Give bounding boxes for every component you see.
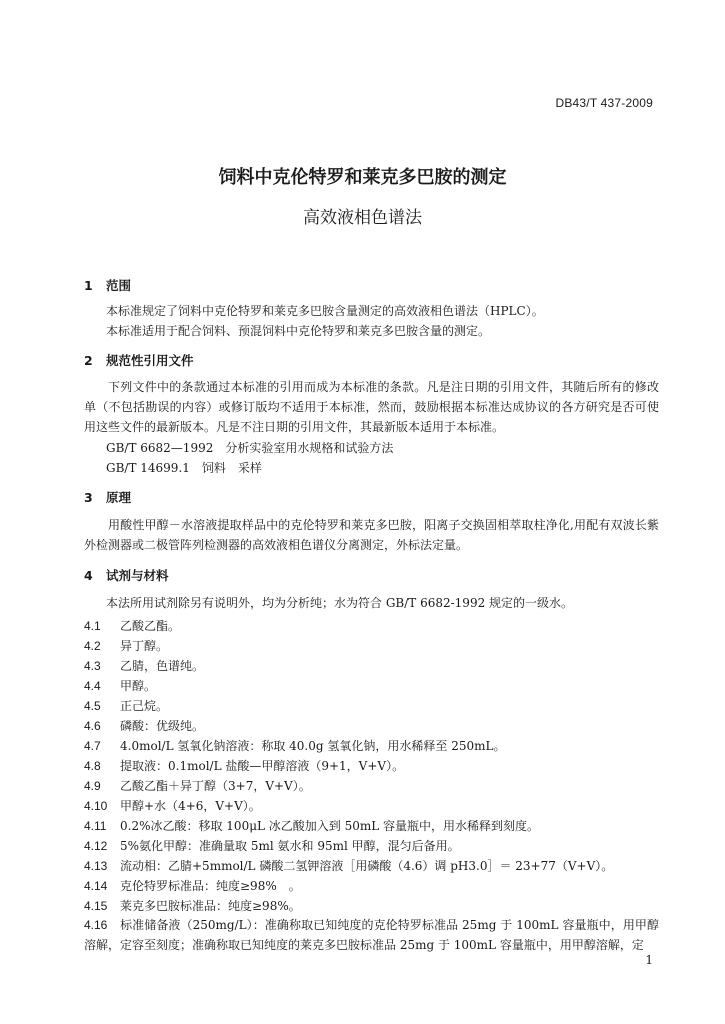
section-title: 试剂与材料 xyxy=(106,568,169,583)
section-title: 原理 xyxy=(106,490,132,505)
list-item xyxy=(84,837,460,854)
item-text: 5%氨化甲醇：准确量取 5ml 氨水和 95ml 甲醇，混匀后备用。 xyxy=(120,839,460,853)
item-number: 4.11 xyxy=(84,819,107,833)
list-item xyxy=(84,677,156,694)
item-text: 4.0mol/L 氢氧化钠溶液：称取 40.0g 氢氧化钠，用水稀释至 250mL。 xyxy=(120,739,506,753)
item-number: 4.9 xyxy=(84,779,101,793)
item-number: 4.10 xyxy=(84,799,108,813)
item-number: 4.8 xyxy=(84,759,101,773)
item-number: 4.7 xyxy=(84,739,101,753)
section-1-paragraph-2: 本标准适用于配合饲料、预混饲料中克伦特罗和莱克多巴胺含量的测定。 xyxy=(106,324,491,338)
list-item xyxy=(84,717,204,734)
item-text: 乙腈，色谱纯。 xyxy=(120,659,205,673)
section-1-heading xyxy=(84,276,131,294)
item-text: 克伦特罗标准品：纯度≥98% 。 xyxy=(120,879,301,893)
item-text: 莱克多巴胺标准品：纯度≥98%。 xyxy=(120,899,301,913)
item-text: 磷酸：优级纯。 xyxy=(120,719,205,733)
section-3-paragraph: 用酸性甲醇－水溶液提取样品中的克伦特罗和莱克多巴胺，阳离子交换固相萃取柱净化,用配有双波长紫外检测器或二极管阵列检测器的高效液相色谱仪分离测定，外标法定量。 xyxy=(84,518,659,552)
list-item xyxy=(84,897,301,914)
item-number: 4.4 xyxy=(84,679,101,693)
list-item xyxy=(84,697,168,714)
standard-code: DB43/T 437-2009 xyxy=(555,96,653,110)
item-text: 甲醇。 xyxy=(120,679,157,693)
item-number: 4.16 xyxy=(84,918,108,932)
section-2-heading xyxy=(84,351,194,369)
section-number: 3 xyxy=(84,490,93,505)
list-item xyxy=(84,617,180,634)
item-number: 4.13 xyxy=(84,859,108,873)
list-item xyxy=(84,857,613,874)
section-title: 规范性引用文件 xyxy=(106,353,194,368)
item-text: 提取液：0.1mol/L 盐酸—甲醇溶液（9+1，V+V）。 xyxy=(120,759,405,773)
list-item xyxy=(84,737,505,754)
section-number: 4 xyxy=(84,568,93,583)
item-number: 4.5 xyxy=(84,699,101,713)
item-number: 4.14 xyxy=(84,879,108,893)
item-number: 4.6 xyxy=(84,719,101,733)
list-item xyxy=(84,757,404,774)
item-text: 乙酸乙酯。 xyxy=(120,619,181,633)
list-item xyxy=(84,915,659,955)
list-item xyxy=(84,777,311,794)
list-item xyxy=(84,797,261,814)
document-title: 饲料中克伦特罗和莱克多巴胺的测定 xyxy=(218,167,507,188)
item-number: 4.12 xyxy=(84,839,108,853)
reference-1: GB/T 6682—1992 分析实验室用水规格和试验方法 xyxy=(106,441,394,455)
item-text: 乙酸乙酯＋异丁醇（3+7，V+V）。 xyxy=(120,779,311,793)
document-subtitle: 高效液相色谱法 xyxy=(303,208,422,228)
reference-2: GB/T 14699.1 饲料 采样 xyxy=(106,461,262,475)
section-1-paragraph-1: 本标准规定了饲料中克伦特罗和莱克多巴胺含量测定的高效液相色谱法（HPLC）。 xyxy=(106,304,544,318)
list-item xyxy=(84,657,204,674)
section-number: 1 xyxy=(84,278,93,293)
list-item xyxy=(84,637,168,654)
item-number: 4.1 xyxy=(84,619,101,633)
section-3-heading xyxy=(84,488,131,506)
section-number: 2 xyxy=(84,353,93,368)
item-text: 甲醇+水（4+6，V+V）。 xyxy=(120,799,261,813)
list-item xyxy=(84,877,301,894)
section-4-heading xyxy=(84,566,169,584)
item-number: 4.3 xyxy=(84,659,101,673)
item-text: 正己烷。 xyxy=(120,699,169,713)
section-title: 范围 xyxy=(106,278,132,293)
item-number: 4.15 xyxy=(84,899,108,913)
list-item xyxy=(84,817,539,834)
item-text: 标准储备液（250mg/L）：准确称取已知纯度的克伦特罗标准品 25mg 于 100mL 容量瓶中，用甲醇溶解，定容至刻度；准确称取已知纯度的莱克多巴胺标准品 25mg 于 100mL 容量瓶中，用甲醇溶解，定 xyxy=(84,918,659,952)
section-2-paragraph: 下列文件中的条款通过本标准的引用而成为本标准的条款。凡是注日期的引用文件，其随后所有的修改单（不包括勘误的内容）或修订版均不适用于本标准，然而，鼓励根据本标准达成协议的各方研究是否可使用这些文件的最新版本。凡是不注日期的引用文件，其最新版本适用于本标准。 xyxy=(84,380,659,434)
section-4-paragraph: 本法所用试剂除另有说明外，均为分析纯；水为符合 GB/T 6682-1992 规定的一级水。 xyxy=(106,596,574,610)
item-text: 异丁醇。 xyxy=(120,639,169,653)
item-text: 流动相：乙腈+5mmol/L 磷酸二氢钾溶液［用磷酸（4.6）调 pH3.0］＝ 23+77（V+V）。 xyxy=(120,859,614,873)
item-number: 4.2 xyxy=(84,639,101,653)
item-text: 0.2%冰乙酸：移取 100μL 冰乙酸加入到 50mL 容量瓶中，用水稀释到刻度。 xyxy=(120,819,540,833)
page-number: 1 xyxy=(645,953,653,967)
